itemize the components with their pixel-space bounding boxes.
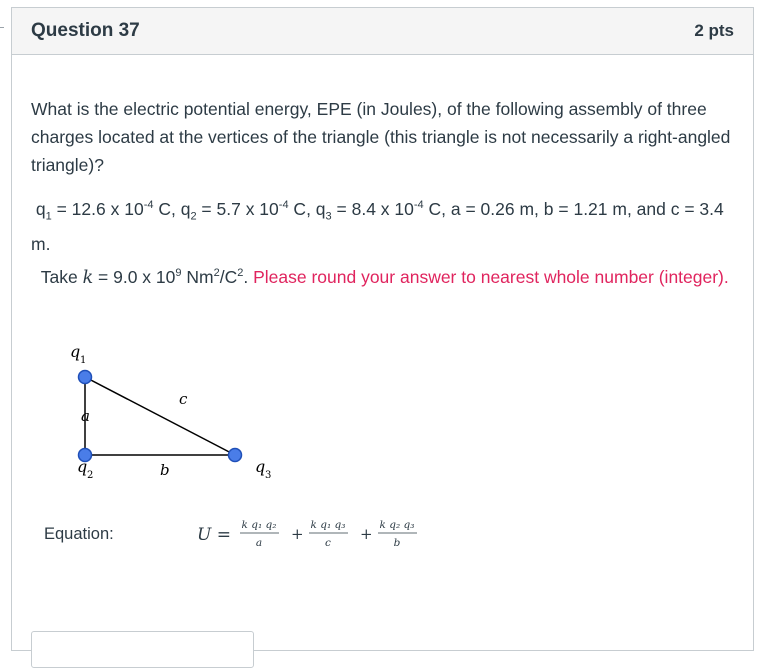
q3-exponent: -4	[413, 199, 424, 211]
q3-label-sub: 3	[265, 470, 272, 481]
question-card	[11, 7, 754, 651]
q3-value: = 8.4 x 10	[331, 198, 414, 219]
question-title: Question 37	[31, 20, 140, 41]
q3-label: q	[255, 457, 266, 476]
term3-denominator: b	[393, 537, 401, 549]
question-points: 2 pts	[694, 21, 734, 40]
q2-label-sub: 2	[87, 470, 94, 481]
q2-subscript: 2	[190, 210, 197, 223]
q2-label: q	[77, 457, 88, 476]
question-prompt: What is the electric potential energy, EPE (in Joules), of the following assembly of three charges located at the vertices of the triangle (this triangle is not necessarily a right-angled triangle)?	[31, 99, 731, 175]
q3-subscript: 3	[325, 210, 332, 223]
term1-numerator: k q₁ q₂	[241, 519, 277, 531]
left-edge-marker	[0, 27, 4, 28]
term2-numerator: k q₁ q₃	[310, 519, 346, 531]
side-b-label: b	[160, 461, 170, 479]
q2-value: = 5.7 x 10	[196, 198, 279, 219]
k-value: = 9.0 x 10	[93, 266, 176, 287]
side-c-label: c	[179, 390, 188, 408]
q2-symbol: q	[180, 198, 191, 219]
k-unit-exp1: 2	[213, 267, 220, 279]
q1-symbol: q	[35, 198, 46, 219]
q2-unit: C,	[288, 198, 316, 219]
question-header	[12, 8, 753, 55]
q3-unit-and-sides: C, a = 0.26 m, b = 1.21 m, and c = 3.4 m.	[31, 198, 724, 255]
take-label: Take	[40, 266, 83, 287]
side-a-label: a	[81, 407, 90, 425]
q1-unit: C,	[153, 198, 181, 219]
q1-node	[79, 371, 92, 384]
equation-label: Equation:	[44, 525, 114, 543]
q1-label: q	[70, 342, 81, 361]
k-exponent: 9	[175, 267, 182, 279]
k-unit: Nm	[181, 266, 214, 287]
rounding-instruction: Please round your answer to nearest whole number (integer).	[253, 266, 729, 287]
q1-label-sub: 1	[80, 355, 87, 366]
term2-denominator: c	[325, 537, 331, 549]
equation-formula	[195, 514, 455, 554]
q1-subscript: 1	[45, 210, 52, 223]
triangle-diagram	[12, 55, 753, 655]
plus-2: +	[360, 525, 373, 543]
k-unit-exp2: 2	[237, 267, 244, 279]
term3-numerator: k q₂ q₃	[379, 519, 415, 531]
answer-input[interactable]	[31, 631, 254, 668]
q2-exponent: -4	[278, 199, 289, 211]
side-c-line	[85, 377, 235, 455]
equation-lhs: U =	[197, 525, 231, 545]
plus-1: +	[291, 525, 304, 543]
term1-denominator: a	[255, 537, 263, 549]
q1-exponent: -4	[143, 199, 154, 211]
q3-symbol: q	[315, 198, 326, 219]
q3-node	[229, 449, 242, 462]
k-unit-mid: /C	[219, 266, 238, 287]
k-symbol: k	[82, 267, 94, 288]
k-end: .	[243, 266, 254, 287]
q1-value: = 12.6 x 10	[51, 198, 144, 219]
